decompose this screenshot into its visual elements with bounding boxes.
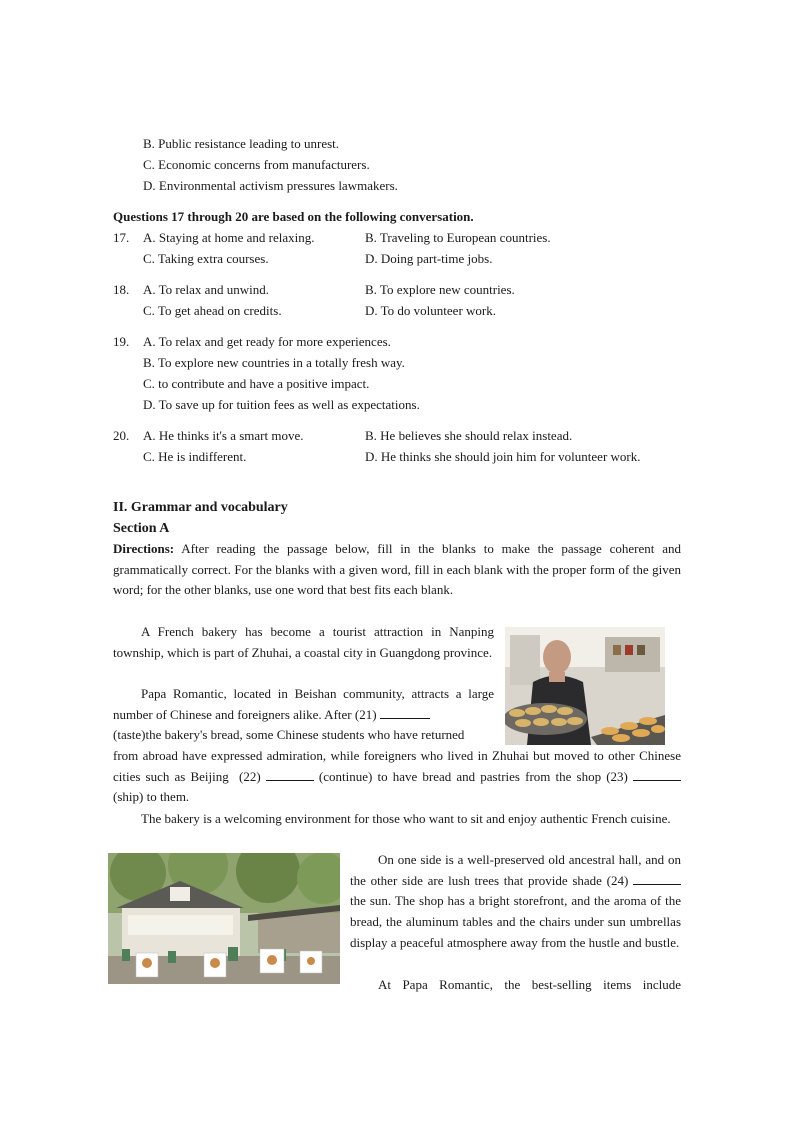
q17-number: 17.: [113, 230, 130, 245]
blank-21[interactable]: [380, 706, 430, 719]
passage-p4-part-a: On one side is a well-preserved old ancestral hall, and on the other side are lush trees that provide shade (24): [350, 852, 681, 888]
q19-number: 19.: [113, 334, 130, 349]
q20-number: 20.: [113, 428, 130, 443]
passage-p2-part-a: Papa Romantic, located in Beishan community, attracts a large number of Chinese and foreigners alike. After (21): [113, 686, 494, 722]
section-title: II. Grammar and vocabulary: [113, 500, 288, 515]
q17-option-d: D. Doing part-time jobs.: [365, 251, 493, 266]
q19-option-c: C. to contribute and have a positive impact.: [143, 376, 370, 391]
passage-p2-part-c: (continue) to have bread and pastries from the shop (23): [313, 768, 633, 784]
passage-paragraph-5: At Papa Romantic, the best-selling items include: [378, 977, 681, 992]
directions-label: Directions:: [113, 541, 175, 556]
q18-option-b: B. To explore new countries.: [365, 282, 515, 297]
passage-p2-continued: from abroad have expressed admiration, while foreigners who lived in Zhuhai but moved to other Chinese cities such as Beijing (22) (continue) to have bread and pastries from the shop (23) (ship) to them.: [113, 748, 681, 805]
passage-paragraph-3: The bakery is a welcoming environment for those who want to sit and enjoy authentic French cuisine.: [141, 811, 671, 826]
passage-p2-part-b-start: (taste)the bakery's bread, some Chinese students who have returned: [113, 727, 465, 742]
q18-option-c: C. To get ahead on credits.: [143, 303, 282, 318]
storefront-illustration: [108, 853, 340, 984]
chef-photo-illustration: [505, 627, 665, 745]
q17-option-a: A. Staying at home and relaxing.: [143, 230, 315, 245]
conversation-heading: Questions 17 through 20 are based on the following conversation.: [113, 209, 474, 224]
q18-number: 18.: [113, 282, 130, 297]
q17-option-b: B. Traveling to European countries.: [365, 230, 551, 245]
q20-option-c: C. He is indifferent.: [143, 449, 247, 464]
chef-photo: [505, 627, 665, 745]
q16-option-d: D. Environmental activism pressures lawmakers.: [143, 178, 398, 193]
q18-option-a: A. To relax and unwind.: [143, 282, 269, 297]
q20-option-d: D. He thinks she should join him for volunteer work.: [365, 449, 641, 464]
passage-p2-part-d: (ship) to them.: [113, 789, 190, 805]
passage-p4-part-b: the sun. The shop has a bright storefront, and the aroma of the bread, the aluminum tables and the chairs under sun umbrellas display a peaceful atmosphere away from the hustle and bustle.: [350, 893, 681, 950]
blank-23[interactable]: [633, 768, 681, 781]
q16-option-b: B. Public resistance leading to unrest.: [143, 136, 340, 151]
q19-option-a: A. To relax and get ready for more experiences.: [143, 334, 391, 349]
bakery-storefront-photo: [108, 853, 340, 984]
blank-24[interactable]: [633, 872, 681, 885]
q20-option-b: B. He believes she should relax instead.: [365, 428, 573, 443]
blank-22[interactable]: [266, 768, 314, 781]
directions-text: After reading the passage below, fill in the blanks to make the passage coherent and grammatically correct. For the blanks with a given word, fill in each blank with the proper form of the given word; for the other blanks, use one word that best fits each blank.: [113, 541, 681, 598]
q17-option-c: C. Taking extra courses.: [143, 251, 269, 266]
q19-option-d: D. To save up for tuition fees as well as expectations.: [143, 397, 420, 412]
q19-option-b: B. To explore new countries in a totally fresh way.: [143, 355, 405, 370]
passage-p2-line-2: [113, 725, 494, 746]
passage-paragraph-4: [350, 850, 681, 954]
passage-paragraph-1: A French bakery has become a tourist attraction in Nanping township, which is part of Zhuhai, a coastal city in Guangdong province.: [113, 624, 494, 660]
section-a-heading: Section A: [113, 521, 170, 536]
q20-option-a: A. He thinks it's a smart move.: [143, 428, 304, 443]
q18-option-d: D. To do volunteer work.: [365, 303, 496, 318]
directions-paragraph: [113, 539, 681, 601]
q16-option-c: C. Economic concerns from manufacturers.: [143, 157, 370, 172]
